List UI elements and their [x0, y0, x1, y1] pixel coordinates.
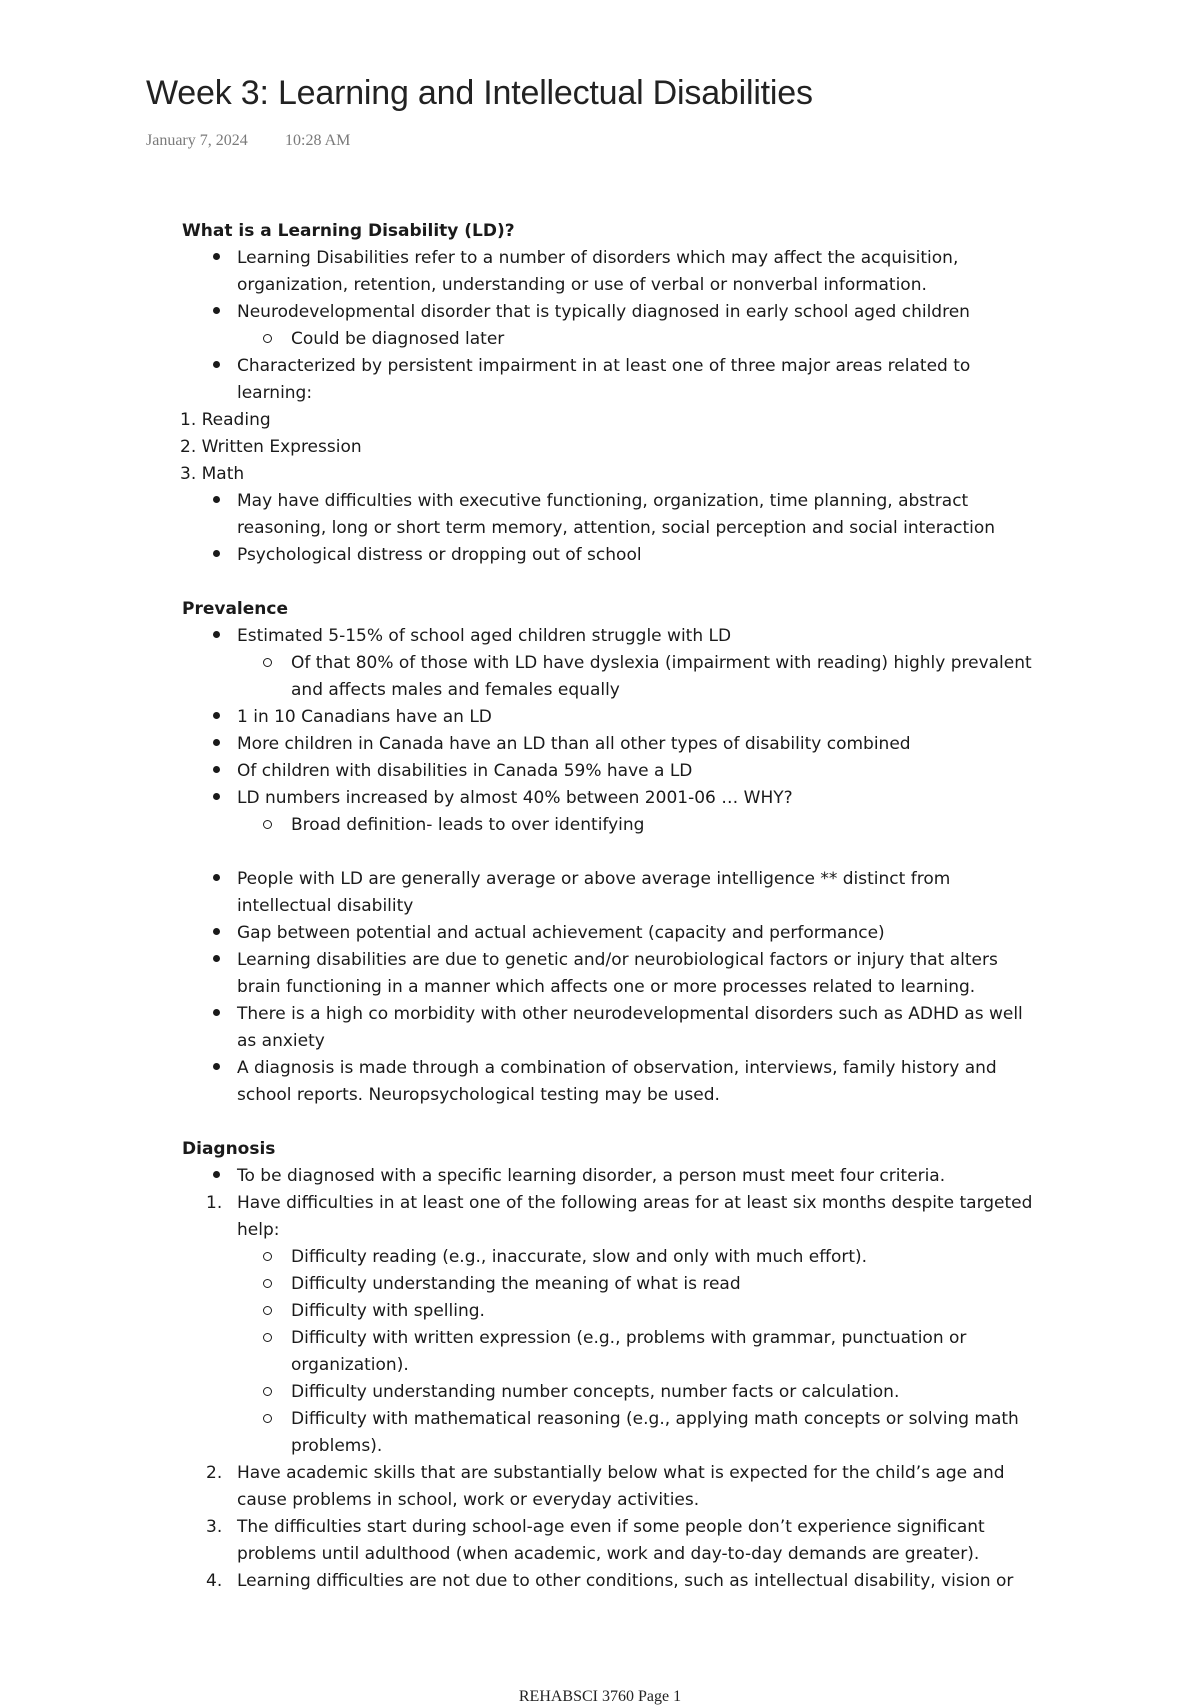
list-item: 1 in 10 Canadians have an LD [182, 704, 1082, 731]
bullet-icon [213, 299, 220, 326]
section-heading-diagnosis: Diagnosis [182, 1139, 276, 1159]
circle-bullet-icon [263, 1244, 272, 1271]
list-item: People with LD are generally average or above average intelligence ** distinct from intellectual disability [182, 866, 1082, 920]
bullet-icon [213, 758, 220, 785]
list-item: Characterized by persistent impairment in at least one of three major areas related to learning: [182, 353, 1082, 407]
numbered-area: 1. Reading [180, 410, 271, 430]
section-heading-what-is-ld: What is a Learning Disability (LD)? [182, 221, 515, 241]
list-item: Of children with disabilities in Canada 59% have a LD [182, 758, 1082, 785]
bullet-icon [213, 1001, 220, 1028]
note-date: January 7, 2024 [146, 132, 248, 149]
list-item: A diagnosis is made through a combination of observation, interviews, family history and school reports. Neuropsychological testing may be used. [182, 1055, 1082, 1109]
list-item: Neurodevelopmental disorder that is typically diagnosed in early school aged children [182, 299, 1082, 326]
sub-list-item: Difficulty with mathematical reasoning (e.g., applying math concepts or solving math problems). [182, 1406, 1082, 1460]
circle-bullet-icon [263, 1325, 272, 1352]
circle-bullet-icon [263, 1406, 272, 1433]
numbered-criterion: 2. Have academic skills that are substantially below what is expected for the child’s age and cause problems in school, work or everyday activities. [206, 1463, 1005, 1510]
note-time: 10:28 AM [285, 132, 351, 149]
sub-list-item: Could be diagnosed later [182, 326, 1082, 353]
sub-list-item: Difficulty understanding number concepts, number facts or calculation. [182, 1379, 1082, 1406]
sub-list-item: Difficulty understanding the meaning of what is read [182, 1271, 1082, 1298]
bullet-icon [213, 245, 220, 272]
list-item: To be diagnosed with a specific learning disorder, a person must meet four criteria. [182, 1163, 1082, 1190]
numbered-criterion: 1. Have difficulties in at least one of the following areas for at least six months despite targeted help: [206, 1193, 1033, 1240]
list-item: More children in Canada have an LD than all other types of disability combined [182, 731, 1082, 758]
section-heading-prevalence: Prevalence [182, 599, 288, 619]
sub-list-item: Difficulty reading (e.g., inaccurate, slow and only with much effort). [182, 1244, 1082, 1271]
bullet-icon [213, 1163, 220, 1190]
circle-bullet-icon [263, 1271, 272, 1298]
list-item: Gap between potential and actual achievement (capacity and performance) [182, 920, 1082, 947]
circle-bullet-icon [263, 812, 272, 839]
bullet-icon [213, 1055, 220, 1082]
page-footer: REHABSCI 3760 Page 1 [518, 1688, 682, 1705]
bullet-icon [213, 785, 220, 812]
circle-bullet-icon [263, 1379, 272, 1406]
bullet-icon [213, 542, 220, 569]
sub-list-item: Of that 80% of those with LD have dyslexia (impairment with reading) highly prevalent and affects males and females equally [182, 650, 1082, 704]
sub-list-item: Broad definition- leads to over identifying [182, 812, 1082, 839]
list-item: There is a high co morbidity with other neurodevelopmental disorders such as ADHD as well as anxiety [182, 1001, 1082, 1055]
bullet-icon [213, 704, 220, 731]
circle-bullet-icon [263, 326, 272, 353]
list-item: Estimated 5-15% of school aged children struggle with LD [182, 623, 1082, 650]
circle-bullet-icon [263, 650, 272, 677]
list-item: Psychological distress or dropping out of school [182, 542, 1082, 569]
numbered-area: 3. Math [180, 464, 245, 484]
circle-bullet-icon [263, 1298, 272, 1325]
sub-list-item: Difficulty with spelling. [182, 1298, 1082, 1325]
list-item: Learning disabilities are due to genetic and/or neurobiological factors or injury that alters brain functioning in a manner which affects one or more processes related to learning. [182, 947, 1082, 1001]
bullet-icon [213, 488, 220, 515]
list-item: May have difficulties with executive functioning, organization, time planning, abstract reasoning, long or short term memory, attention, social perception and social interaction [182, 488, 1082, 542]
bullet-icon [213, 731, 220, 758]
list-item: LD numbers increased by almost 40% between 2001-06 … WHY? [182, 785, 1082, 812]
sub-list-item: Difficulty with written expression (e.g., problems with grammar, punctuation or organization). [182, 1325, 1082, 1379]
page-title: Week 3: Learning and Intellectual Disabilities [146, 74, 813, 112]
list-item: Learning Disabilities refer to a number of disorders which may affect the acquisition, organization, retention, understanding or use of verbal or nonverbal information. [182, 245, 1082, 299]
bullet-icon [213, 920, 220, 947]
note-body [182, 218, 1082, 1595]
bullet-icon [213, 947, 220, 974]
numbered-criterion: 4. Learning difficulties are not due to other conditions, such as intellectual disability, vision or [206, 1571, 1014, 1591]
numbered-area: 2. Written Expression [180, 437, 362, 457]
numbered-criterion: 3. The difficulties start during school-age even if some people don’t experience significant problems until adulthood (when academic, work and day-to-day demands are greater). [206, 1517, 985, 1564]
bullet-icon [213, 623, 220, 650]
bullet-icon [213, 866, 220, 893]
bullet-icon [213, 353, 220, 380]
